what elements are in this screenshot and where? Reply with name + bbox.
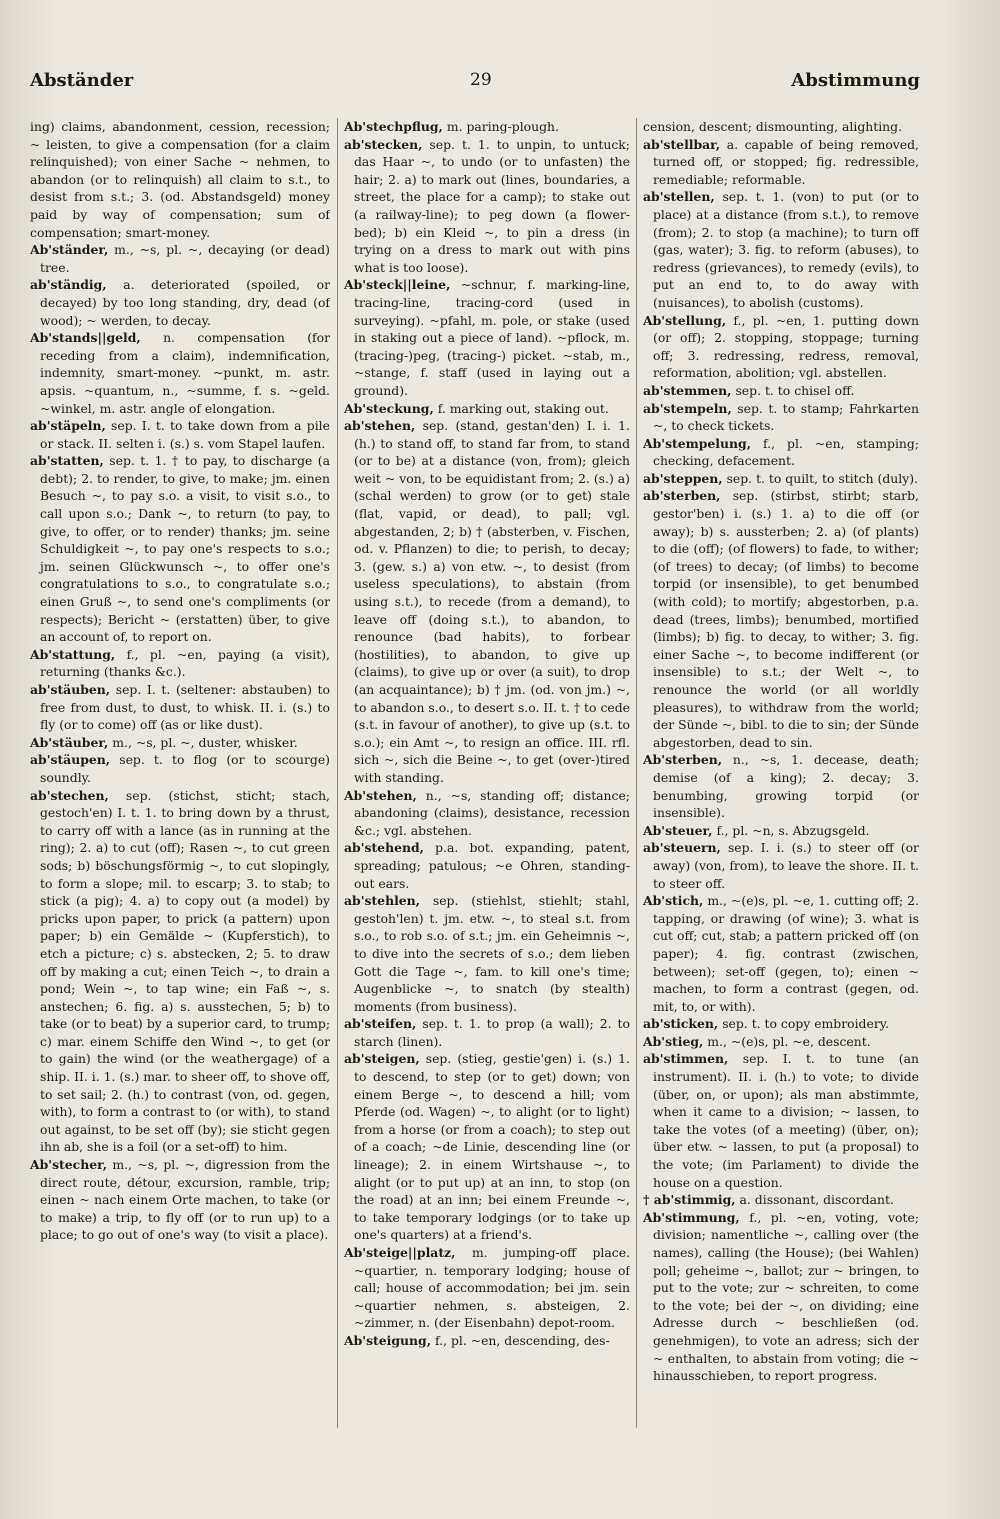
headword: ab'steifen, (344, 1016, 417, 1032)
column-1 (30, 118, 330, 1428)
dictionary-entry (643, 487, 919, 751)
headword: Ab'stimmung, (643, 1209, 740, 1225)
definition: sep. I. t. to take down from a pile or stack. II. selten i. (s.) s. vom Stapel laufen. (40, 418, 330, 451)
dictionary-entry (344, 892, 630, 1015)
dictionary-entry (30, 276, 330, 329)
headword: ab'stehen, (344, 418, 416, 434)
definition: sep. t. to chisel off. (735, 382, 855, 398)
definition: m., ~(e)s, pl. ~e, descent. (707, 1033, 871, 1049)
headword: ab'statten, (30, 453, 104, 469)
dictionary-entry (344, 787, 630, 840)
definition: sep. t. 1. to unpin, to untuck; das Haar ~, to undo (or to unfasten) the hair; 2. a) to mark out (lines, boundaries, a street, the place for a camp); to stake out (a railway-line); to peg down (a flower-bed); b) ein Kleid ~, to pin a dress (in trying on a dress to mark out with pins what is too loose). (354, 136, 630, 275)
column-3 (643, 118, 919, 1428)
definition: sep. t. to quilt, to stitch (duly). (726, 470, 918, 486)
headword: ab'ständig, (30, 277, 107, 293)
headword: ab'stemmen, (643, 382, 732, 398)
headword: ab'stecken, (344, 136, 423, 152)
headword: ab'sticken, (643, 1016, 719, 1032)
headword: ab'stäupen, (30, 752, 111, 768)
headword: ab'steigen, (344, 1051, 420, 1067)
dictionary-entry (643, 1050, 919, 1191)
definition: sep. (stichst, sticht; stach, gestoch'en) I. t. 1. to bring down by a thrust, to carry off with a lance (as in running at the ring); 2. a) to cut (off); Rasen ~, to cut green sods; b) böschungsförmig ~, to cut slopingly, to form a slope; mil. to escarp; 3. to stab; to stick (a pig); 4. a) to copy out (a model) by pricks upon paper, to prick (a pattern) upon paper; b) ein Gemälde ~ (Kupferstich), to etch a picture; c) s. abstecken, 2; 5. to draw off by making a cut; einen Teich ~, to drain a pond; Wein ~, to tap wine; ein Faß ~, s. anstechen; 6. fig. a) s. ausstechen, 5; b) to take (or to beat) by a superior card, to trump; c) mar. einem Schiffe den Wind ~, to get (or to gain) the wind (or the weathergage) of a ship. II. i. 1. (s.) mar. to sheer off, to shove off, to set sail; 2. (h.) to contrast (von, od. gegen, with), to form a contrast to (or with), to stand out against, to be set off (by); sie sticht gegen ihn ab, she is a foil (or a set-off) to him. (40, 787, 330, 1155)
dictionary-entry (344, 1332, 630, 1350)
dictionary-entry (643, 382, 919, 400)
dictionary-entry (344, 839, 630, 892)
dictionary-entry (30, 751, 330, 786)
headword: Ab'stellung, (643, 312, 727, 328)
headword: ab'stempeln, (643, 400, 732, 416)
header-right-guide-word: Abstimmung (791, 70, 920, 91)
definition: sep. (stieg, gestie'gen) i. (s.) 1. to descend, to step (or to get) down; von einem Berge ~, to descend a hill; vom Pferde (od. Wagen) ~, to alight (or to light) from a horse (or from a coach); to step out of a coach; ~de Linie, descending line (or lineage); 2. in einem Wirtshause ~, to alight (or to put up) at an inn, to stop (on the road) at an inn; bei einem Freunde ~, to take temporary lodgings (or to take up one's quarters) at a friend's. (354, 1051, 630, 1243)
definition: n. compensation (for receding from a claim), indemnification, indemnity, smart-money. ~punkt, m. astr. apsis. ~quantum, n., ~summe, f. s. ~geld. ~winkel, m. astr. angle of elongation. (40, 330, 330, 416)
definition: f., pl. ~en, voting, vote; division; namentliche ~, calling over (the names), calling (the House); (bei Wahlen) poll; geheime ~, ballot; zur ~ bringen, to put to the vote; zur ~ schreiten, to come to the vote; bei der ~, on dividing; eine Adresse durch ~ beschließen (od. genehmigen), to vote an adress; sich der ~ enthalten, to abstain from voting; die ~ hinausschieben, to report progress. (653, 1209, 919, 1384)
entry-continuation: cension, descent; dismounting, alighting. (643, 119, 903, 134)
headword: ab'stimmen, (643, 1051, 729, 1067)
definition: f., pl. ~en, 1. putting down (or off); 2. stopping, stoppage; turning off; 3. redressing, redress, removal, reformation, abolition; vgl. abstellen. (653, 312, 919, 381)
headword: ab'stehlen, (344, 893, 420, 909)
headword: † ab'stimmig, (643, 1192, 736, 1208)
dictionary-entry (344, 400, 630, 418)
headword: Ab'steckung, (344, 400, 434, 416)
dictionary-entry (643, 1191, 919, 1209)
definition: m., ~s, pl. ~, digression from the direct route, détour, excursion, ramble, trip; einen ~ nach einem Orte machen, to take (or to make) a trip, to fly off (or to run up) to a place; to go out of one's way (to visit a place). (40, 1157, 330, 1243)
headword: Ab'ständer, (30, 242, 109, 258)
column-divider (636, 118, 637, 1428)
headword: Ab'stands||geld, (30, 330, 141, 346)
definition: sep. (stiehlst, stiehlt; stahl, gestoh'len) t. jm. etw. ~, to steal s.t. from s.o., to rob s.o. of s.t.; jm. ein Geheimnis ~, to dive into the secrets of s.o.; dem lieben Gott die Tage ~, fam. to kill one's time; Augenblicke ~, to snatch (by stealth) moments (from business). (354, 893, 630, 1014)
column-divider (337, 118, 338, 1428)
entry-continuation: ing) claims, abandonment, cession, recession; ~ leisten, to give a compensation (for a claim relinquished); von einer Sache ~ nehmen, to abandon (or to relinquish) all claim to s.t., to desist from s.t.; 3. (od. Abstandsgeld) money paid by way of compensation; sum of compensation; smart-money. (30, 119, 330, 240)
definition: sep. I. t. to tune (an instrument). II. i. (h.) to vote; to divide (über, on, or upon); als man abstimmte, when it came to a division; ~ lassen, to take the votes (of a meeting) (über, on); über etw. ~ lassen, to put (a proposal) to the vote; (im Parlament) to divide the house on a question. (653, 1051, 919, 1190)
definition: n., ~s, 1. decease, death; demise (of a king); 2. decay; 3. benumbing, growing torpid (or insensible). (653, 752, 919, 821)
headword: Ab'stich, (643, 893, 704, 909)
definition: m., ~(e)s, pl. ~e, 1. cutting off; 2. tapping, or drawing (of wine); 3. what is cut off; cut, stab; a pattern pricked off (on paper); 4. fig. contrast (zwischen, between); set-off (gegen, to); einen ~ machen, to form a contrast (gegen, od. mit, to, or with). (653, 893, 919, 1014)
definition: sep. (stirbst, stirbt; starb, gestor'ben) i. (s.) 1. a) to die off (or away); b) s. aussterben; 2. a) (of plants) to die (off); (of flowers) to fade, to wither; (of trees) to decay; (of limbs) to become torpid (or insensible), to get benumbed (with cold); to mortify; abgestorben, p.a. dead (trees, limbs); benumbed, mortified (limbs); b) fig. to decay, to wither; 3. fig. einer Sache ~, to become indifferent (or insensible) to s.t.; der Welt ~, to renounce the world (or all worldly pleasures), to withdraw from the world; der Sünde ~, bibl. to die to sin; der Sünde abgestorben, dead to sin. (653, 488, 919, 750)
definition: sep. t. to stamp; Fahrkarten ~, to check tickets. (653, 400, 919, 434)
headword: Ab'stempelung, (643, 435, 752, 451)
headword: Ab'sterben, (643, 752, 723, 768)
page-number: 29 (470, 70, 492, 90)
definition: f., pl. ~en, paying (a visit), returning (thanks &c.). (40, 646, 330, 680)
headword: Ab'stattung, (30, 646, 116, 662)
definition: m., ~s, pl. ~, duster, whisker. (112, 734, 298, 750)
headword: Ab'steck||leine, (344, 277, 451, 293)
headword: ab'stäuben, (30, 682, 111, 697)
definition: sep. I. i. (s.) to steer off (or away) (von, from), to leave the shore. II. t. to steer off. (653, 840, 919, 891)
headword: ab'steuern, (643, 840, 721, 856)
dictionary-entry (344, 276, 630, 399)
definition: f., pl. ~n, s. Abzugsgeld. (716, 822, 870, 838)
dictionary-entry (30, 241, 330, 276)
dictionary-entry (344, 1050, 630, 1244)
dictionary-entry (30, 452, 330, 646)
dictionary-entry (344, 1015, 630, 1050)
definition: n., ~s, standing off; distance; abandoning (claims), desistance, recession &c.; vgl. abstehen. (354, 787, 630, 838)
headword: ab'stellbar, (643, 136, 721, 152)
definition: a. deteriorated (spoiled, or decayed) by too long standing, dry, dead (of wood); ~ werden, to decay. (40, 277, 330, 328)
headword: ab'sterben, (643, 488, 721, 504)
dictionary-entry (643, 751, 919, 821)
headword: Ab'steigung, (344, 1332, 432, 1348)
headword: Ab'steige||platz, (344, 1245, 456, 1260)
headword: Ab'stieg, (643, 1033, 704, 1049)
definition: sep. t. 1. (von) to put (or to place) at a distance (from s.t.), to remove (from); 2. to stop (a machine); to turn off (gas, water); 3. fig. to reform (abuses), to redress (grievances), to remedy (evils), to put an end to, to do away with (nuisances), to abolish (customs). (653, 189, 919, 310)
dictionary-entry (30, 646, 330, 681)
dictionary-entry (344, 136, 630, 277)
running-header (30, 70, 920, 100)
definition: p.a. bot. expanding, patent, spreading; patulous; ~e Ohren, standing-out ears. (354, 840, 630, 891)
column-2 (344, 118, 630, 1428)
definition: sep. (stand, gestan'den) I. i. 1. (h.) to stand off, to stand far from, to stand (or to be) at a distance (von, from); gleich weit ~ von, to be equidistant from; 2. (s.) a) (schal werden) to grow (or to get) stale (flat, vapid, or dead), to pall; vgl. abgestanden, 2; b) † (absterben, v. Fischen, od. v. Pflanzen) to die; to perish, to decay; 3. (gew. s.) a) von etw. ~, to desist (from useless speculations), to abstain (from using s.t.), to recede (from a demand), to leave off (doing s.t.), to abandon, to renounce (bad habits), to forbear (hostilities), to abandon, to give up (claims), to give up or over (a suit), to drop (an acquaintance); b) † jm. (od. von jm.) ~, to abandon s.o., to desert s.o. II. t. † to cede (s.t. in favour of another), to give up (s.t. to s.o.); ein Amt ~, to resign an office. III. rfl. sich ~, sich die Beine ~, to get (over-)tired with standing. (354, 418, 630, 785)
dictionary-entry (30, 1156, 330, 1244)
definition: f., pl. ~en, descending, des- (434, 1332, 610, 1348)
definition: ~schnur, f. marking-line, tracing-line, tracing-cord (used in surveying). ~pfahl, m. pole, or stake (used in staking out a piece of land). ~pflock, m. (tracing-)peg, (tracing-) picket. ~stab, m., ~stange, f. staff (used in laying out a ground). (354, 277, 630, 398)
definition: m. paring-plough. (446, 119, 559, 134)
definition: a. capable of being removed, turned off, or stopped; fig. redressible, remediable; reformable. (653, 136, 919, 187)
dictionary-entry (30, 417, 330, 452)
dictionary-entry (643, 892, 919, 1015)
dictionary-entry (344, 1244, 630, 1332)
dictionary-entry (30, 329, 330, 417)
headword: ab'stechen, (30, 787, 109, 803)
definition: sep. t. 1. to prop (a wall); 2. to starch (linen). (354, 1016, 630, 1049)
definition: sep. t. 1. † to pay, to discharge (a debt); 2. to render, to give, to make; jm. einen Besuch ~, to pay s.o. a visit, to visit s.o., to call upon s.o.; Dank ~, to return (to pay, to give, to offer, or to render) thanks; jm. seine Schuldigkeit ~, to pay one's respects to s.o.; jm. seinen Glückwunsch ~, to offer one's congratulations to s.o., to congratulate s.o.; einen Gruß ~, to send one's compliments (or respects); Bericht ~ (erstatten) über, to give an account of, to report on. (40, 453, 330, 645)
headword: ab'stellen, (643, 189, 715, 205)
dictionary-entry (643, 188, 919, 311)
dictionary-entry (643, 1209, 919, 1385)
dictionary-entry (643, 822, 919, 840)
headword: Ab'stäuber, (30, 734, 109, 750)
headword: Ab'stechpflug, (344, 119, 443, 134)
headword: ab'steppen, (643, 470, 723, 486)
headword: ab'stehend, (344, 840, 424, 856)
definition: m., ~s, pl. ~, decaying (or dead) tree. (40, 242, 330, 275)
definition: f. marking out, staking out. (437, 400, 609, 416)
dictionary-entry (643, 470, 919, 488)
dictionary-entry (30, 681, 330, 734)
dictionary-entry (30, 734, 330, 752)
headword: Ab'steuer, (643, 822, 713, 838)
definition: sep. t. to flog (or to scourge) soundly. (40, 752, 330, 785)
dictionary-entry (30, 787, 330, 1156)
header-left-guide-word: Abständer (30, 70, 134, 91)
definition: a. dissonant, discordant. (739, 1192, 894, 1208)
dictionary-entry (344, 417, 630, 786)
definition: f., pl. ~en, stamping; checking, defacement. (653, 435, 919, 469)
dictionary-entry (643, 136, 919, 189)
dictionary-entry (344, 118, 630, 136)
definition: m. jumping-off place. ~quartier, n. temporary lodging; house of call; house of accommodation; bei jm. sein ~quartier nehmen, s. absteigen, 2. ~zimmer, n. (der Eisenbahn) depot-room. (354, 1245, 630, 1331)
headword: Ab'stehen, (344, 787, 417, 803)
dictionary-entry (643, 1015, 919, 1033)
headword: Ab'stecher, (30, 1157, 108, 1173)
headword: ab'stäpeln, (30, 418, 106, 434)
dictionary-entry (643, 435, 919, 470)
dictionary-entry (643, 839, 919, 892)
definition: sep. I. t. (seltener: abstauben) to free from dust, to dust, to whisk. II. i. (s.) to fly (or to come) off (as or like dust). (40, 682, 330, 733)
dictionary-entry (643, 400, 919, 435)
dictionary-entry (643, 1033, 919, 1051)
dictionary-entry (643, 312, 919, 382)
definition: sep. t. to copy embroidery. (722, 1016, 890, 1032)
